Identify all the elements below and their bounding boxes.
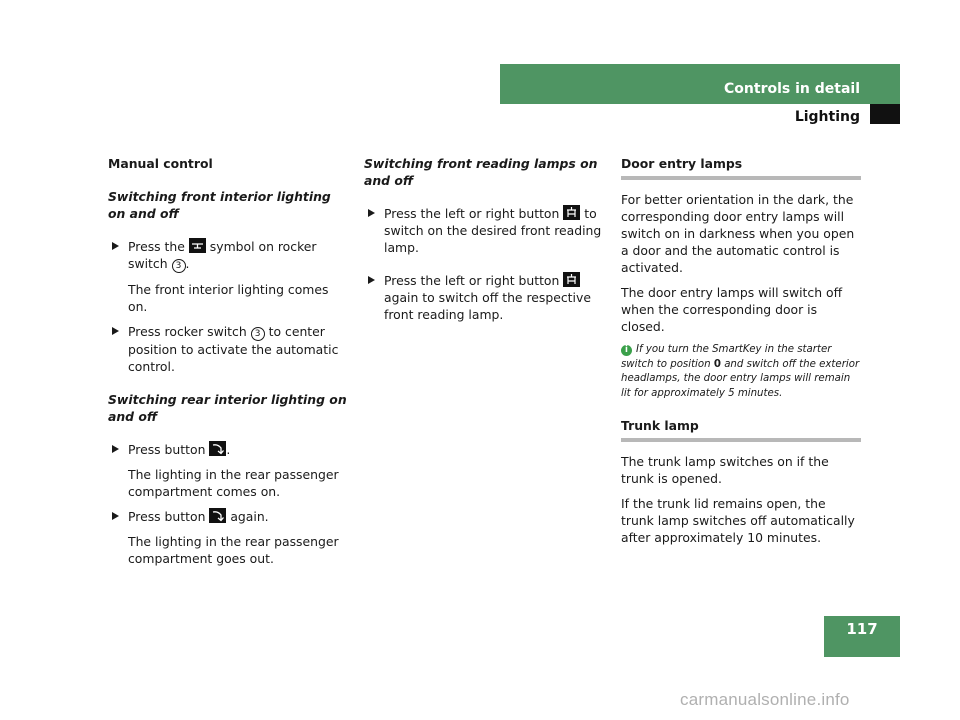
bullet-triangle-icon [368, 276, 375, 284]
reading-step-2: Press the left or right button again to switch off the respective front reading lamp. [364, 272, 609, 323]
rear-result-2: The lighting in the rear passenger compartment goes out. [128, 534, 339, 566]
bullet-triangle-icon [112, 242, 119, 250]
rocker-switch-ref: 3 [251, 327, 265, 341]
front-step-1: Press the symbol on rocker switch 3 . [108, 238, 348, 273]
rocker-switch-ref: 3 [172, 259, 186, 273]
column-reading-lamps [364, 155, 609, 331]
rear-step-2: Press button again. [108, 508, 348, 525]
info-icon: i [621, 345, 632, 356]
column-door-trunk [621, 155, 861, 554]
trunk-paragraph-1: The trunk lamp switches on if the trunk is opened. [621, 454, 829, 486]
key-position: 0 [713, 358, 721, 370]
header-tab-marker [870, 104, 900, 124]
bullet-triangle-icon [112, 512, 119, 520]
header-section-title: Controls in detail [724, 81, 860, 97]
page-number-box [824, 616, 900, 657]
rear-step-1: Press button . [108, 441, 348, 458]
manual-control-heading: Manual control [108, 156, 213, 171]
reading-lamp-icon [563, 205, 580, 220]
front-step-2: Press rocker switch 3 to center position to activate the automatic control. [108, 323, 348, 375]
door-entry-paragraph-2: The door entry lamps will switch off when the corresponding door is closed. [621, 285, 843, 334]
info-note: i If you turn the SmartKey in the starter switch to position 0 and switch off the exterior headlamps, the door entry lamps will remain lit for approximately 5 minutes. [621, 344, 860, 399]
header-subsection-title: Lighting [794, 109, 860, 125]
front-lighting-title: Switching front interior lighting on and off [108, 189, 331, 221]
rear-interior-lamp-icon [209, 508, 226, 523]
door-entry-heading: Door entry lamps [621, 156, 743, 171]
reading-step-1: Press the left or right button to switch on the desired front reading lamp. [364, 205, 609, 256]
watermark-text: carmanualsonline.info [680, 690, 850, 709]
bullet-triangle-icon [368, 209, 375, 217]
trunk-lamp-heading: Trunk lamp [621, 418, 699, 433]
rear-lighting-title: Switching rear interior lighting on and off [108, 392, 347, 424]
page-number: 117 [846, 620, 878, 638]
section-rule [621, 176, 861, 180]
bullet-triangle-icon [112, 445, 119, 453]
section-rule [621, 438, 861, 442]
trunk-paragraph-2: If the trunk lid remains open, the trunk lamp switches off automatically after approximately 10 minutes. [621, 496, 855, 545]
rear-result-1: The lighting in the rear passenger compartment comes on. [128, 467, 339, 499]
rear-interior-lamp-icon [209, 441, 226, 456]
reading-lamp-icon [563, 272, 580, 287]
bullet-triangle-icon [112, 327, 119, 335]
front-result-1: The front interior lighting comes on. [128, 282, 329, 314]
front-interior-lamp-icon [189, 238, 206, 253]
door-entry-paragraph-1: For better orientation in the dark, the corresponding door entry lamps will switch on in darkness when you open a door and the automatic control is activated. [621, 192, 855, 275]
reading-lamps-title: Switching front reading lamps on and off [364, 156, 598, 188]
column-manual-control [108, 155, 348, 575]
